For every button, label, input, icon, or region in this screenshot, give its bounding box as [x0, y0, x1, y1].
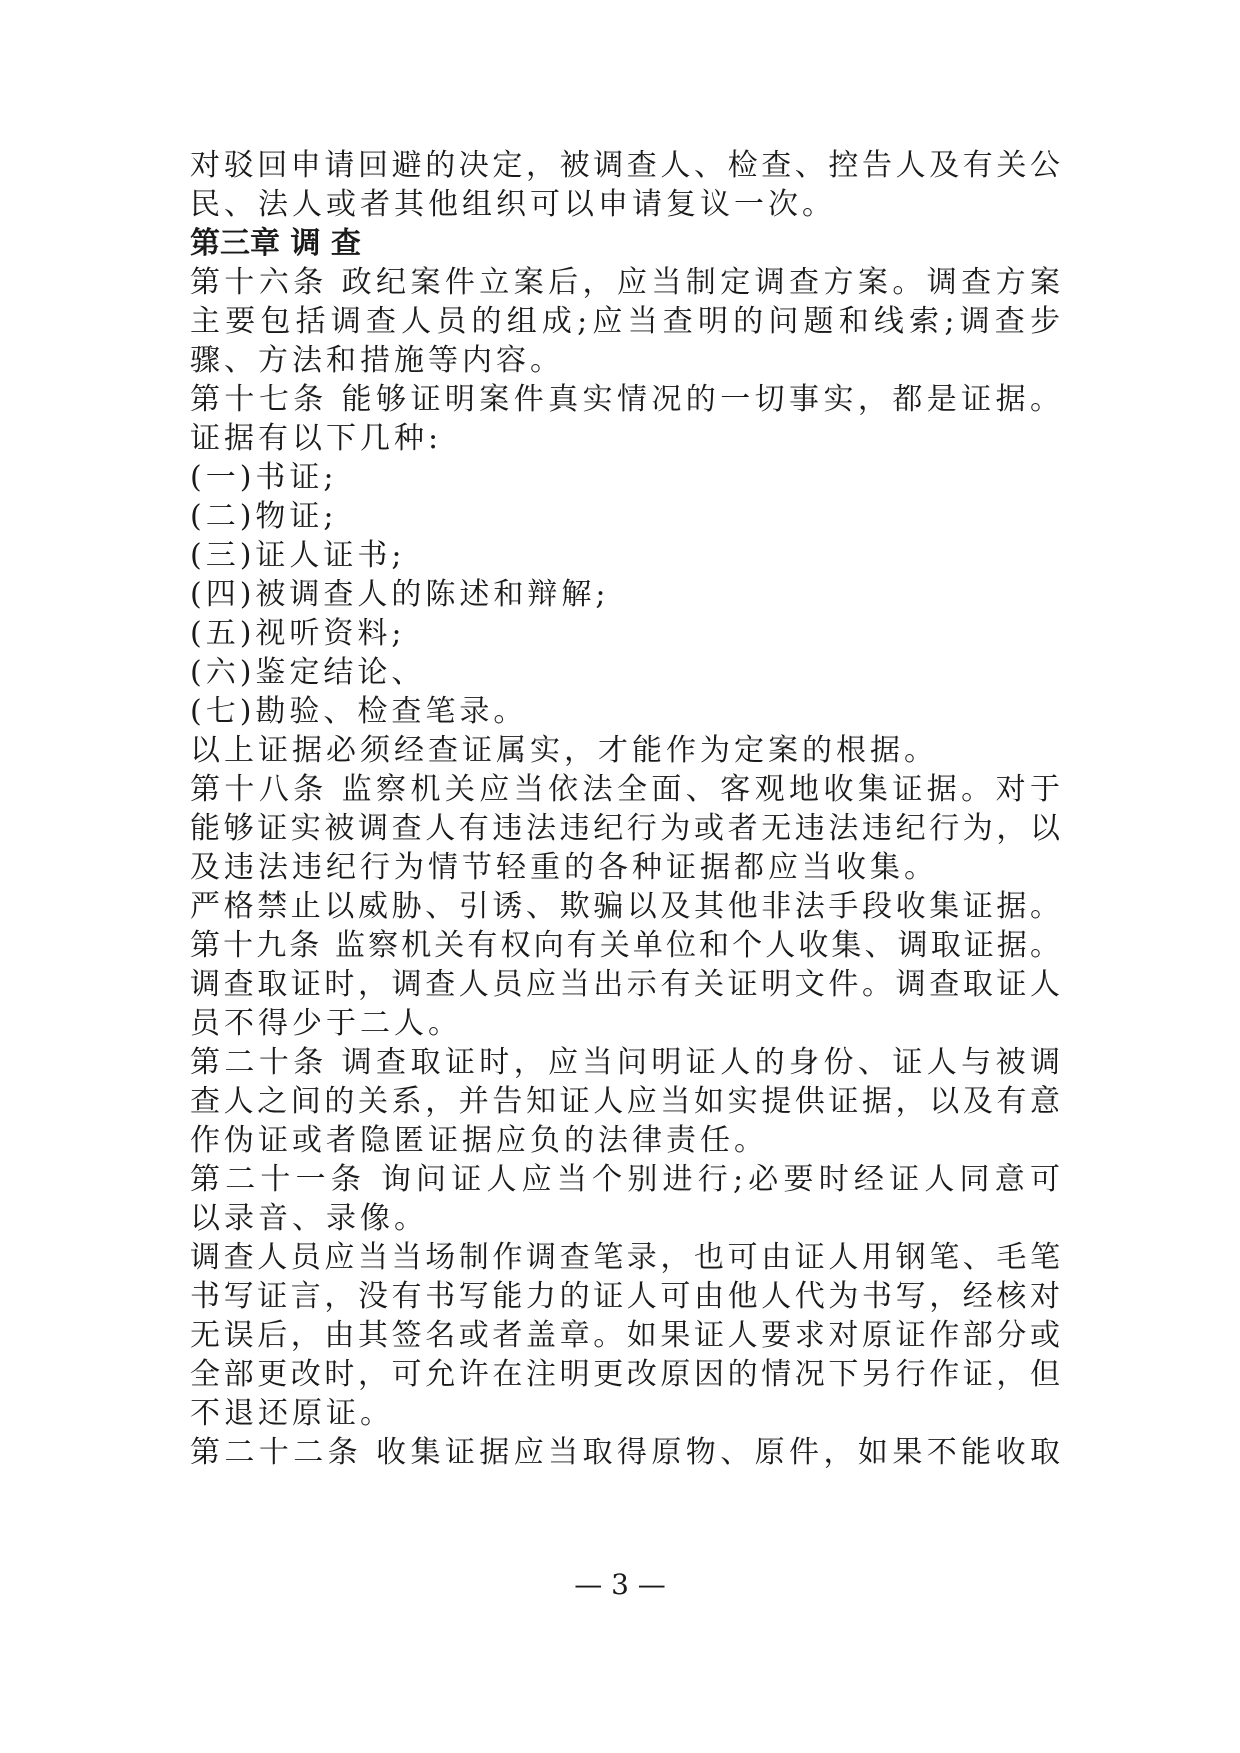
text-line: (四)被调查人的陈述和辩解; [190, 577, 610, 612]
text-line: 不退还原证。 [190, 1396, 394, 1431]
text-line: (五)视听资料; [190, 616, 406, 651]
text-line: 第二十条 调查取证时，应当问明证人的身份、证人与被调 [190, 1045, 1060, 1080]
text-line: 第二十二条 收集证据应当取得原物、原件，如果不能收取 [190, 1435, 1060, 1470]
text-line: 以上证据必须经查证属实，才能作为定案的根据。 [190, 733, 938, 768]
text-line: (三)证人证书; [190, 538, 406, 573]
text-line: 第十九条 监察机关有权向有关单位和个人收集、调取证据。 [190, 928, 1060, 963]
text-line: (六)鉴定结论、 [190, 655, 426, 690]
text-line: 员不得少于二人。 [190, 1006, 462, 1041]
text-line: 第十七条 能够证明案件真实情况的一切事实，都是证据。 [190, 382, 1060, 417]
page-number: — 3 — [574, 1568, 666, 1601]
text-line: 书写证言，没有书写能力的证人可由他人代为书写，经核对 [190, 1279, 1060, 1314]
text-line: 严格禁止以威胁、引诱、欺骗以及其他非法手段收集证据。 [190, 889, 1060, 924]
text-line: 第十八条 监察机关应当依法全面、客观地收集证据。对于 [190, 772, 1060, 807]
chapter-heading: 第三章 调 查 [190, 226, 361, 261]
text-line: 对驳回申请回避的决定，被调查人、检查、控告人及有关公 [190, 148, 1060, 183]
text-line: 主要包括调查人员的组成;应当查明的问题和线索;调查步 [190, 304, 1060, 339]
text-line: 无误后，由其签名或者盖章。如果证人要求对原证作部分或 [190, 1318, 1060, 1353]
text-line: (七)勘验、检查笔录。 [190, 694, 528, 729]
text-line: 民、法人或者其他组织可以申请复议一次。 [190, 187, 836, 222]
text-line: 以录音、录像。 [190, 1201, 428, 1236]
text-line: 证据有以下几种: [190, 421, 443, 456]
text-line: 查人之间的关系，并告知证人应当如实提供证据，以及有意 [190, 1084, 1060, 1119]
text-line: 调查人员应当当场制作调查笔录，也可由证人用钢笔、毛笔 [190, 1240, 1060, 1275]
text-line: 全部更改时，可允许在注明更改原因的情况下另行作证，但 [190, 1357, 1060, 1392]
text-line: 调查取证时，调查人员应当出示有关证明文件。调查取证人 [190, 967, 1060, 1002]
text-line: (一)书证; [190, 460, 338, 495]
document-body [190, 146, 1060, 1472]
text-line: 及违法违纪行为情节轻重的各种证据都应当收集。 [190, 850, 938, 885]
text-line: 第二十一条 询问证人应当个别进行;必要时经证人同意可 [190, 1162, 1060, 1197]
text-line: (二)物证; [190, 499, 338, 534]
text-line: 第十六条 政纪案件立案后，应当制定调查方案。调查方案 [190, 265, 1060, 300]
text-line: 能够证实被调查人有违法违纪行为或者无违法违纪行为，以 [190, 811, 1060, 846]
text-line: 作伪证或者隐匿证据应负的法律责任。 [190, 1123, 768, 1158]
text-line: 骤、方法和措施等内容。 [190, 343, 564, 378]
